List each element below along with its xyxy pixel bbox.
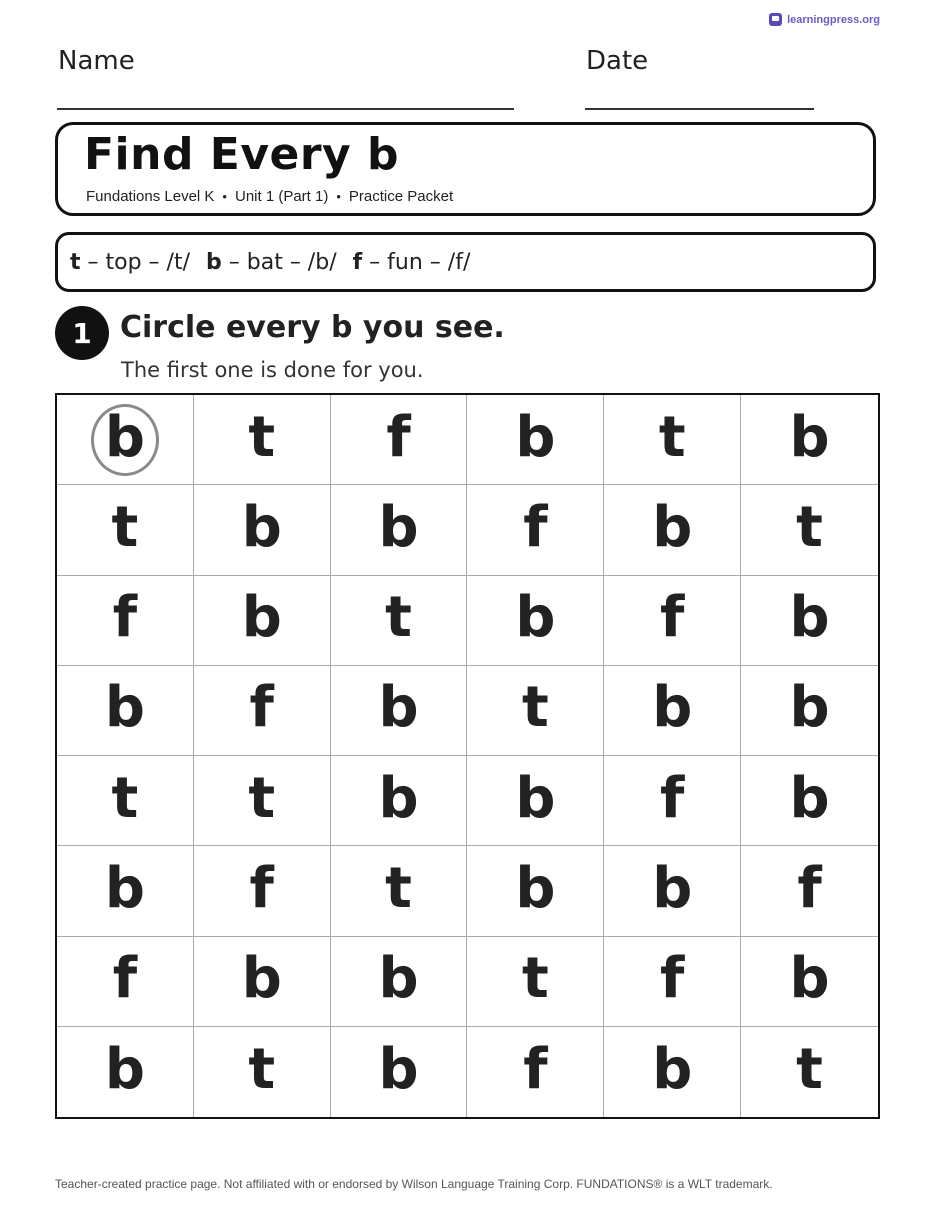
grid-letter: b [104,1036,145,1102]
grid-letter: b [515,404,556,470]
grid-cell[interactable] [604,485,741,575]
grid-cell[interactable] [467,756,604,846]
grid-cell[interactable] [57,846,194,936]
grid-letter: b [652,1036,693,1102]
grid-cell[interactable] [741,756,878,846]
grid-cell[interactable] [741,846,878,936]
grid-letter: b [515,765,556,831]
title-box [55,122,876,216]
grid-letter: f [249,675,274,741]
grid-letter: b [789,946,830,1012]
grid-letter: f [660,946,685,1012]
grid-letter: t [385,855,412,921]
grid-letter: b [104,404,145,470]
key-item-t: t – top – /t/ [70,249,191,275]
grid-letter: b [104,855,145,921]
grid-letter: t [796,494,823,560]
grid-letter: t [248,404,276,470]
grid-letter: b [515,585,556,651]
grid-cell[interactable] [57,666,194,756]
grid-letter: t [658,404,686,470]
grid-cell[interactable] [331,846,468,936]
grid-cell[interactable] [57,1027,194,1117]
key-item-f: f – fun – /f/ [352,249,471,275]
date-line[interactable] [585,108,814,110]
grid-cell[interactable] [741,937,878,1027]
grid-cell[interactable] [604,937,741,1027]
grid-cell[interactable] [331,395,468,485]
grid-cell[interactable] [57,576,194,666]
grid-letter: t [796,1036,823,1102]
grid-letter: b [378,675,419,741]
grid-cell[interactable] [57,756,194,846]
grid-cell[interactable] [467,1027,604,1117]
grid-cell[interactable] [331,666,468,756]
grid-cell[interactable] [741,395,878,485]
grid-letter: b [378,946,419,1012]
grid-cell[interactable] [331,1027,468,1117]
grid-letter: t [522,946,549,1012]
key-item-b: b – bat – /b/ [206,249,337,275]
step-number-badge: 1 [55,306,109,360]
grid-cell[interactable] [604,756,741,846]
grid-letter: b [378,765,419,831]
grid-letter: b [652,855,693,921]
hint-text: The first one is done for you. [121,358,424,382]
grid-letter: b [652,675,693,741]
grid-cell[interactable] [467,485,604,575]
grid-letter: b [789,585,830,651]
grid-letter: t [522,675,549,741]
date-label: Date [586,46,649,76]
grid-letter: t [248,1036,276,1102]
grid-cell[interactable] [741,1027,878,1117]
name-label: Name [58,46,135,76]
grid-letter: t [111,494,139,560]
grid-cell[interactable] [194,756,331,846]
grid-cell[interactable] [604,1027,741,1117]
grid-letter: b [378,1036,419,1102]
grid-cell[interactable] [604,395,741,485]
grid-cell[interactable] [467,576,604,666]
grid-letter: b [789,765,830,831]
grid-letter: b [515,855,556,921]
grid-cell[interactable] [604,846,741,936]
grid-letter: b [789,404,830,470]
unit-label: Unit 1 (Part 1) [234,188,329,205]
grid-cell[interactable] [467,937,604,1027]
instruction-text: Circle every b you see. [120,310,505,345]
grid-letter: b [241,946,282,1012]
brand-text: learningpress.org [787,13,880,26]
grid-cell[interactable] [194,666,331,756]
grid-letter: f [660,765,685,831]
name-line[interactable] [57,108,514,110]
grid-cell[interactable] [604,576,741,666]
grid-cell[interactable] [194,846,331,936]
grid-letter: f [660,585,685,651]
grid-letter: f [386,404,411,470]
grid-cell[interactable] [741,485,878,575]
grid-cell[interactable] [331,756,468,846]
grid-letter: f [249,855,274,921]
grid-letter: b [789,675,830,741]
brand-logo[interactable] [769,13,880,26]
grid-cell[interactable] [57,395,194,485]
letter-grid [55,393,880,1119]
grid-cell[interactable] [331,937,468,1027]
grid-letter: b [241,585,282,651]
grid-letter: f [112,585,138,651]
grid-letter: f [523,494,548,560]
grid-letter: t [385,585,412,651]
sound-key [55,232,876,292]
level-label: Fundations Level K [86,188,215,205]
grid-cell[interactable] [331,485,468,575]
title-subtitle [86,188,453,205]
grid-letter: b [241,494,282,560]
grid-cell[interactable] [57,937,194,1027]
grid-cell[interactable] [467,395,604,485]
grid-letter: f [523,1036,548,1102]
page-title: Find Every b [84,129,400,180]
grid-letter: f [797,855,822,921]
grid-cell[interactable] [467,846,604,936]
grid-cell[interactable] [331,576,468,666]
grid-cell[interactable] [194,937,331,1027]
grid-cell[interactable] [57,485,194,575]
grid-cell[interactable] [194,485,331,575]
grid-cell[interactable] [741,666,878,756]
grid-cell[interactable] [467,666,604,756]
packet-label: Practice Packet [348,188,454,205]
grid-cell[interactable] [194,576,331,666]
grid-cell[interactable] [604,666,741,756]
grid-letter: f [112,946,138,1012]
book-icon [769,13,782,26]
footer-disclaimer: Teacher-created practice page. Not affiliated with or endorsed by Wilson Language Training Corp. FUNDATIONS® is a WLT trademark. [55,1177,773,1191]
separator: • [336,189,341,204]
grid-letter: t [111,765,139,831]
grid-letter: b [378,494,419,560]
grid-letter: b [104,675,145,741]
grid-letter: b [652,494,693,560]
grid-letter: t [248,765,276,831]
separator: • [222,189,227,204]
grid-cell[interactable] [194,395,331,485]
grid-cell[interactable] [194,1027,331,1117]
grid-cell[interactable] [741,576,878,666]
